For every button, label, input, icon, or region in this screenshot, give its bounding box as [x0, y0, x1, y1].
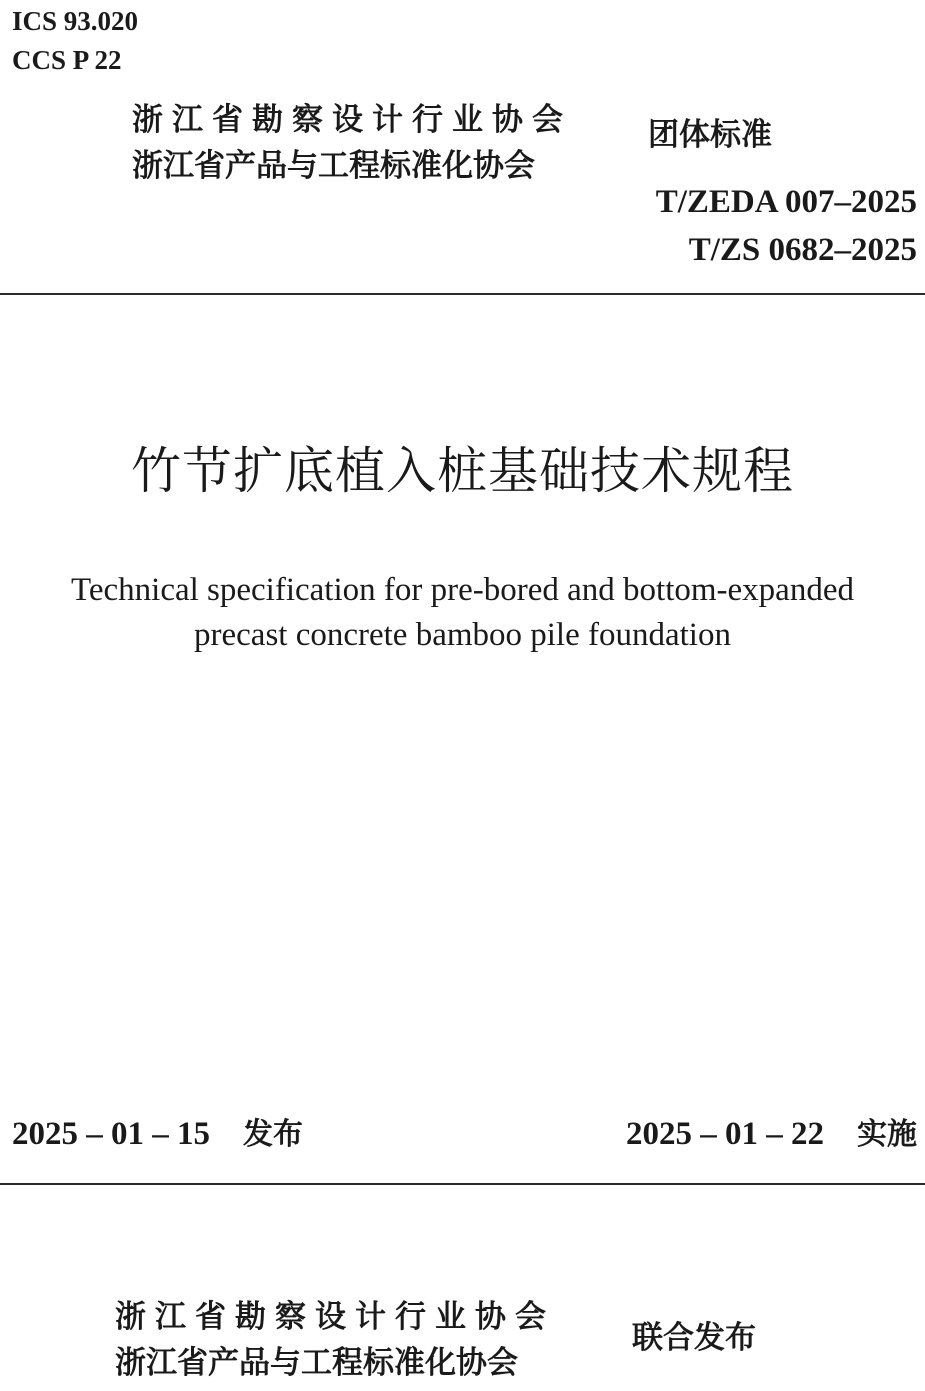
standard-number-zeda: T/ZEDA 007–2025: [655, 184, 917, 220]
top-divider: [0, 293, 925, 295]
organization-survey-design: 浙江省勘察设计行业协会: [132, 102, 572, 138]
bottom-divider: [0, 1183, 925, 1185]
release-label: 发布: [243, 1117, 303, 1152]
footer-organization-survey-design: 浙江省勘察设计行业协会: [115, 1299, 555, 1335]
title-english: [0, 568, 925, 658]
release-date: 2025 – 01 – 15: [12, 1116, 210, 1152]
title-english-line-1: Technical specification for pre-bored and bottom-expanded: [71, 572, 854, 608]
title-chinese: 竹节扩底植入桩基础技术规程: [131, 442, 794, 500]
standard-type: 团体标准: [648, 117, 772, 153]
ccs-code: CCS P 22: [12, 45, 122, 75]
ics-code: ICS 93.020: [12, 6, 139, 36]
standard-numbers: [656, 178, 917, 274]
release-info: [12, 1112, 303, 1157]
implementation-info: [626, 1112, 917, 1157]
footer-organization-standardization: 浙江省产品与工程标准化协会: [115, 1345, 518, 1381]
classification-codes: [12, 2, 138, 80]
organization-standardization: 浙江省产品与工程标准化协会: [132, 148, 535, 184]
joint-release-label: 联合发布: [632, 1320, 756, 1356]
implementation-label: 实施: [857, 1117, 917, 1152]
issuing-organizations: [132, 97, 572, 189]
publishing-organizations: [115, 1294, 555, 1386]
implementation-date: 2025 – 01 – 22: [626, 1116, 824, 1152]
title-english-line-2: precast concrete bamboo pile foundation: [194, 617, 731, 653]
standard-number-zs: T/ZS 0682–2025: [688, 232, 917, 268]
